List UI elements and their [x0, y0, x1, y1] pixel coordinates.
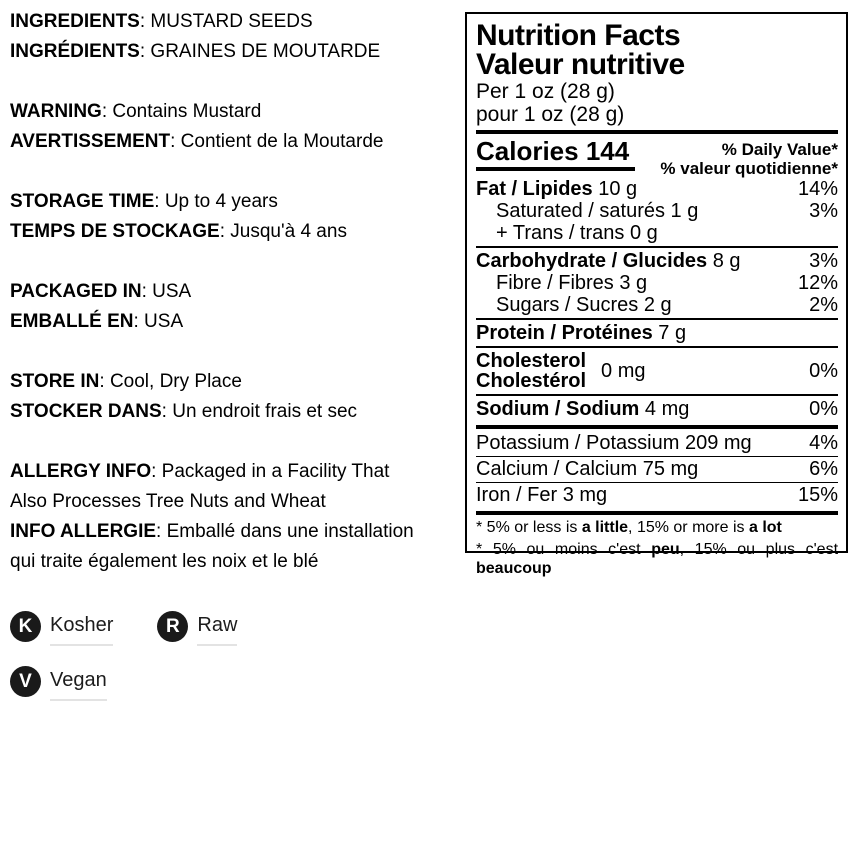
- daily-value-pct: 0%: [809, 398, 838, 420]
- kosher-badge-icon: K: [10, 611, 41, 642]
- nutrient-row-sodium: Sodium / Sodium 4 mg 0%: [476, 398, 838, 420]
- allergy-line-en-1: [10, 457, 462, 487]
- divider: [476, 425, 838, 429]
- info-value: : USA: [141, 281, 192, 302]
- warning-line-en: [10, 97, 462, 127]
- daily-value-pct: 14%: [797, 178, 838, 200]
- certification-badges: [10, 607, 462, 701]
- daily-value-pct: 12%: [797, 272, 838, 294]
- nutrient-row-carbohydrate: Carbohydrate / Glucides 8 g 3%: [476, 250, 838, 272]
- vegan-badge-icon: V: [10, 666, 41, 697]
- packaged-in-line-en: [10, 277, 462, 307]
- divider: [476, 482, 838, 483]
- warning-line-fr: [10, 127, 462, 157]
- calories-row: [476, 137, 838, 178]
- info-label: AVERTISSEMENT: [10, 131, 171, 152]
- info-label: STORAGE TIME: [10, 191, 155, 212]
- nutrient-row-cholesterol: [476, 350, 838, 392]
- info-value: : Contains Mustard: [101, 101, 262, 122]
- nutrient-row-fibre: Fibre / Fibres 3 g 12%: [496, 272, 838, 294]
- daily-value-header-en: % Daily Value*: [721, 140, 838, 159]
- info-value: : Cool, Dry Place: [99, 371, 242, 392]
- vegan-badge-label: Vegan: [50, 669, 107, 701]
- divider: [476, 394, 838, 396]
- cholesterol-label-en: Cholesterol: [476, 350, 587, 372]
- info-label: ALLERGY INFO: [10, 461, 152, 482]
- nutrient-row-iron: Iron / Fer 3 mg 15%: [476, 484, 838, 506]
- divider: [476, 318, 838, 320]
- footnote-en: * 5% or less is a little, 15% or more is a lot: [476, 519, 782, 536]
- daily-value-pct: 3%: [809, 200, 838, 222]
- raw-badge-label: Raw: [197, 614, 237, 646]
- allergy-info-block: [10, 457, 462, 577]
- kosher-badge-label: Kosher: [50, 614, 113, 646]
- info-value: : Un endroit frais et sec: [161, 401, 358, 422]
- badge-row-2: [10, 662, 462, 701]
- divider: [476, 246, 838, 248]
- storage-time-block: [10, 187, 462, 247]
- daily-value-pct: 4%: [809, 432, 838, 454]
- serving-size-en: Per 1 oz (28 g): [476, 80, 615, 103]
- info-label: INGRÉDIENTS: [10, 41, 140, 62]
- store-in-line-fr: [10, 397, 462, 427]
- nutrition-facts-panel: [465, 12, 848, 577]
- footnote-fr: * 5% ou moins c'est peu, 15% ou plus c'est beaucoup: [476, 541, 839, 577]
- product-info-column: [10, 7, 462, 717]
- packaged-in-line-fr: [10, 307, 462, 337]
- info-label: TEMPS DE STOCKAGE: [10, 221, 220, 242]
- daily-value-header-fr: % valeur quotidienne*: [660, 159, 838, 178]
- info-value: : Up to 4 years: [154, 191, 278, 212]
- allergy-line-en-2: [10, 487, 462, 517]
- ingredients-block: [10, 7, 462, 67]
- ingredients-line-en: [10, 7, 462, 37]
- storage-time-line-fr: [10, 217, 462, 247]
- divider: [476, 346, 838, 348]
- info-label: STORE IN: [10, 371, 100, 392]
- allergy-line-fr-2: [10, 547, 462, 577]
- daily-value-pct: 0%: [809, 360, 838, 382]
- badge-row-1: [10, 607, 462, 646]
- nutrient-row-protein: Protein / Protéines 7 g: [476, 322, 687, 344]
- daily-value-header: [660, 137, 838, 178]
- daily-value-pct: 3%: [809, 250, 838, 272]
- raw-badge-icon: R: [157, 611, 188, 642]
- nutrient-row-calcium: Calcium / Calcium 75 mg 6%: [476, 458, 838, 480]
- info-value: : Packaged in a Facility That: [151, 461, 390, 482]
- info-value: : Emballé dans une installation: [156, 521, 414, 542]
- store-in-block: [10, 367, 462, 427]
- info-label: INGREDIENTS: [10, 11, 140, 32]
- allergy-line-fr-1: [10, 517, 462, 547]
- nutrition-title-fr: Valeur nutritive: [476, 48, 685, 81]
- warning-block: [10, 97, 462, 157]
- kosher-badge[interactable]: [10, 607, 113, 646]
- vegan-badge[interactable]: [10, 662, 107, 701]
- cholesterol-amount: 0 mg: [601, 360, 646, 382]
- calories-value: Calories 144: [476, 137, 635, 171]
- info-label: EMBALLÉ EN: [10, 311, 134, 332]
- info-label: INFO ALLERGIE: [10, 521, 157, 542]
- info-value: : GRAINES DE MOUTARDE: [139, 41, 381, 62]
- cholesterol-label-fr: Cholestérol: [476, 370, 587, 392]
- ingredients-line-fr: [10, 37, 462, 67]
- divider: [476, 511, 838, 515]
- info-label: WARNING: [10, 101, 102, 122]
- serving-size-fr: pour 1 oz (28 g): [476, 103, 625, 126]
- daily-value-pct: 2%: [809, 294, 838, 316]
- nutrient-row-potassium: Potassium / Potassium 209 mg 4%: [476, 432, 838, 454]
- nutrient-row-fat: Fat / Lipides 10 g 14%: [476, 178, 838, 200]
- info-value: : USA: [133, 311, 184, 332]
- daily-value-pct: 6%: [809, 458, 838, 480]
- daily-value-pct: 15%: [797, 484, 838, 506]
- store-in-line-en: [10, 367, 462, 397]
- nutrition-title-en: Nutrition Facts: [476, 19, 681, 52]
- packaged-in-block: [10, 277, 462, 337]
- info-value: Also Processes Tree Nuts and Wheat: [10, 491, 326, 512]
- info-value: : MUSTARD SEEDS: [139, 11, 313, 32]
- nutrient-row-trans: + Trans / trans 0 g: [496, 222, 658, 244]
- info-value: : Contient de la Moutarde: [170, 131, 384, 152]
- info-value: qui traite également les noix et le blé: [10, 551, 319, 572]
- info-label: PACKAGED IN: [10, 281, 142, 302]
- divider: [476, 130, 838, 134]
- storage-time-line-en: [10, 187, 462, 217]
- divider: [476, 456, 838, 457]
- info-value: : Jusqu'à 4 ans: [219, 221, 347, 242]
- raw-badge[interactable]: [157, 607, 237, 646]
- nutrient-row-sugars: Sugars / Sucres 2 g 2%: [496, 294, 838, 316]
- nutrient-row-saturated: Saturated / saturés 1 g 3%: [496, 200, 838, 222]
- info-label: STOCKER DANS: [10, 401, 162, 422]
